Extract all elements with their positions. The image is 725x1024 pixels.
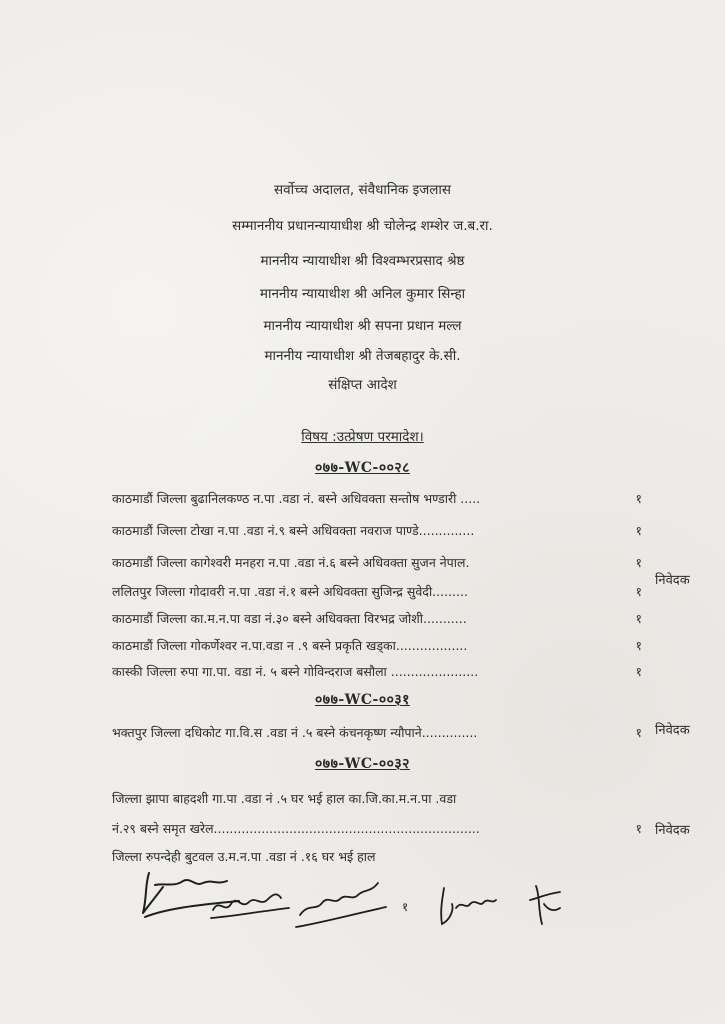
petitioner-label: निवेदक (655, 823, 690, 838)
signature-5 (526, 880, 566, 930)
petitioner-count: १ (635, 555, 642, 570)
justice-line-3: माननीय न्यायाधीश श्री सपना प्रधान मल्ल (263, 318, 462, 334)
petitioner-count: १ (635, 821, 642, 836)
petitioner-row (112, 554, 642, 571)
petitioner-row (112, 490, 642, 507)
petitioner-text: काठमाडौं जिल्ला गोकर्णेश्वर न.पा.वडा न .९ बस्ने प्रकृति खड्का.................. (112, 638, 468, 653)
signature-2 (205, 880, 295, 930)
petitioner-row (112, 637, 642, 654)
petitioner-text: जिल्ला झापा बाहदशी गा.पा .वडा नं .५ घर भई हाल का.जि.का.म.न.पा .वडा (112, 791, 457, 806)
petitioner-row (112, 663, 642, 680)
petitioner-row (112, 820, 642, 837)
petitioner-row (112, 522, 642, 539)
petitioner-text: जिल्ला रुपन्देही बुटवल उ.म.न.पा .वडा नं .१६ घर भई हाल (112, 849, 376, 864)
order-type: संक्षिप्त आदेश (328, 377, 397, 393)
petitioner-row (112, 610, 642, 627)
petitioner-label: निवेदक (655, 573, 690, 588)
signature-4 (432, 880, 502, 930)
petitioner-label: निवेदक (655, 723, 690, 738)
petitioner-text: काठमाडौं जिल्ला कागेश्वरी मनहरा न.पा .वडा नं.६ बस्ने अधिवक्ता सुजन नेपाल. (112, 555, 470, 570)
petitioner-count: १ (635, 638, 642, 653)
justice-line-2: माननीय न्यायाधीश श्री अनिल कुमार सिन्हा (259, 286, 466, 302)
petitioner-row (112, 724, 642, 741)
case-number: ०७७-WC-००३२ (315, 756, 410, 772)
petitioner-row (112, 790, 642, 807)
petitioner-count: १ (635, 664, 642, 679)
petitioner-row (112, 848, 642, 865)
petitioner-count: १ (635, 491, 642, 506)
petitioner-text: कास्की जिल्ला रुपा गा.पा. वडा नं. ५ बस्ने गोविन्दराज बसौला ...................... (112, 664, 479, 679)
justice-line-4: माननीय न्यायाधीश श्री तेजबहादुर के.सी. (264, 348, 461, 364)
subject-line: विषय :उत्प्रेषण परमादेश। (301, 429, 424, 445)
petitioner-text: काठमाडौं जिल्ला टोखा न.पा .वडा नं.९ बस्ने अधिवक्ता नवराज पाण्डे.............. (112, 523, 475, 538)
petitioner-row (112, 583, 642, 600)
petitioner-count: १ (635, 725, 642, 740)
court-name: सर्वोच्च अदालत, संवैधानिक इजलास (274, 182, 451, 198)
petitioner-count: १ (635, 584, 642, 599)
case-number: ०७७-WC-००२८ (315, 460, 410, 476)
petitioner-count: १ (635, 611, 642, 626)
petitioner-text: काठमाडौं जिल्ला बुढानिलकण्ठ न.पा .वडा नं. बस्ने अधिवक्ता सन्तोष भण्डारी ..... (112, 491, 481, 506)
petitioner-text: ललितपुर जिल्ला गोदावरी न.पा .वडा नं.१ बस्ने अधिवक्ता सुजिन्द्र सुवेदी......... (112, 584, 468, 599)
chief-justice-line: सम्माननीय प्रधानन्यायाधीश श्री चोलेन्द्र शम्शेर ज.ब.रा. (232, 218, 493, 234)
justice-line-1: माननीय न्यायाधीश श्री विश्वम्भरप्रसाद श्रेष्ठ (260, 253, 465, 269)
petitioner-text: काठमाडौं जिल्ला का.म.न.पा वडा नं.३० बस्ने अधिवक्ता विरभद्र जोशी........... (112, 611, 467, 626)
petitioner-text: नं.२९ बस्ने समृत खरेल................................................................... (112, 821, 480, 836)
signature-3 (290, 875, 390, 935)
signature-mark: १ (402, 900, 409, 914)
case-number: ०७७-WC-००३१ (315, 692, 410, 708)
petitioner-count: १ (635, 523, 642, 538)
petitioner-text: भक्तपुर जिल्ला दधिकोट गा.वि.स .वडा नं .५ बस्ने कंचनकृष्ण न्यौपाने.............. (112, 725, 478, 740)
